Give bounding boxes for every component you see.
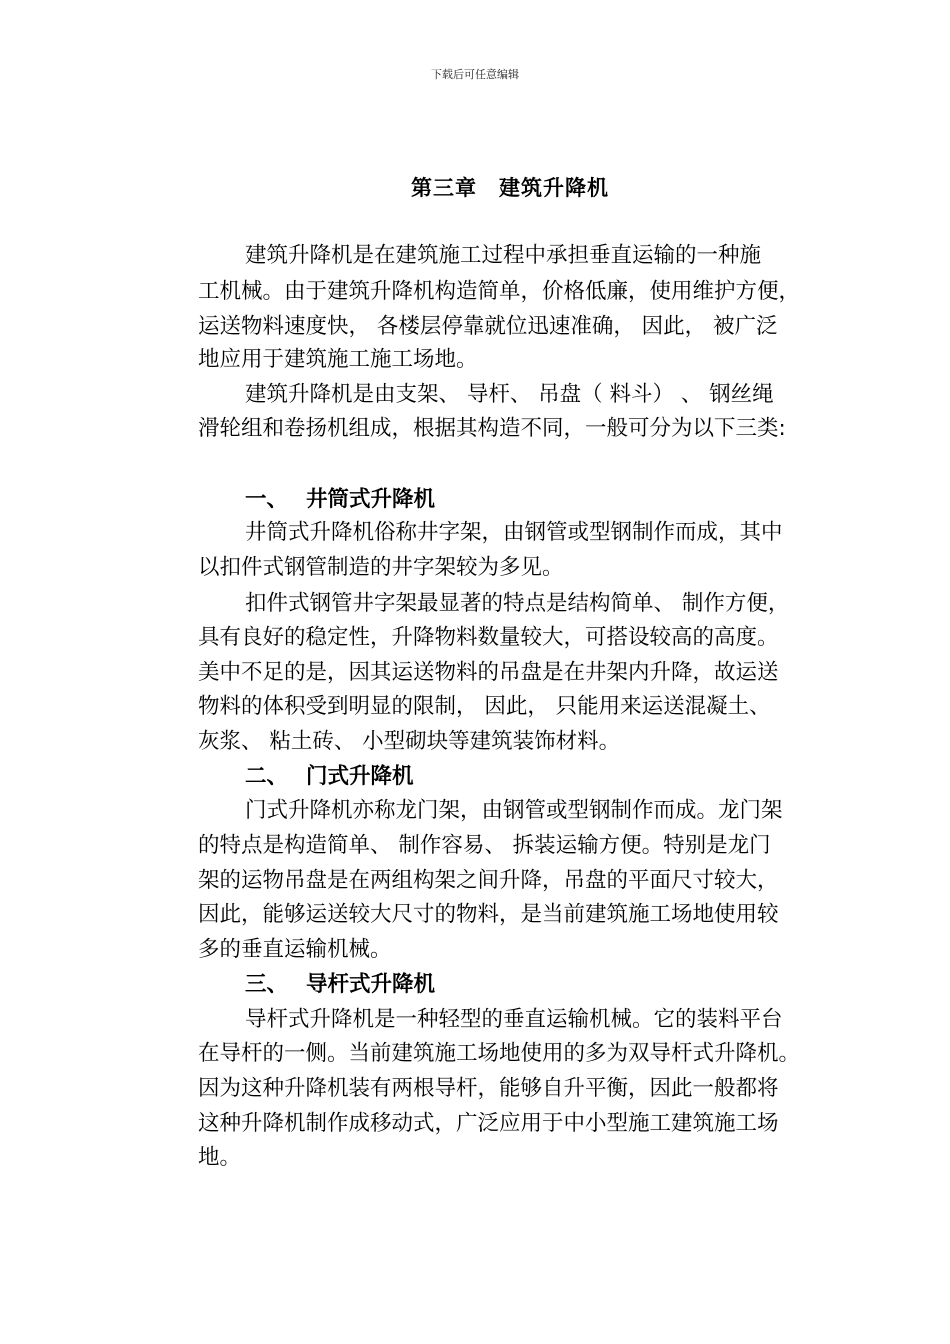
chapter-title	[0, 172, 950, 202]
paragraph-line: 运送物料速度快， 各楼层停靠就位迅速准确， 因此， 被广泛	[198, 314, 778, 339]
paragraph-line: 地。	[198, 1145, 242, 1170]
paragraph-line: 因为这种升降机装有两根导杆，能够自升平衡，因此一般都将	[198, 1076, 779, 1101]
section-heading-2	[245, 762, 885, 792]
paragraph-line: 具有良好的稳定性，升降物料数量较大，可搭设较高的高度。	[198, 625, 779, 650]
section-title: 门式升降机	[306, 764, 414, 789]
section-number: 一、	[245, 487, 289, 512]
paragraph-line: 滑轮组和卷扬机组成，根据其构造不同，一般可分为以下三类:	[198, 416, 786, 441]
paragraph-line: 的特点是构造简单、 制作容易、 拆装运输方便。特别是龙门	[198, 833, 771, 858]
paragraph-line: 灰浆、 粘土砖、 小型砌块等建筑装饰材料。	[198, 729, 621, 754]
section-heading-3	[245, 970, 885, 1000]
section-number: 二、	[245, 764, 289, 789]
paragraph-line: 在导杆的一侧。当前建筑施工场地使用的多为双导杆式升降机。	[198, 1041, 801, 1066]
page-header-note: 下载后可任意编辑	[431, 68, 519, 81]
paragraph-line: 井筒式升降机俗称井字架，由钢管或型钢制作而成，其中	[245, 520, 783, 545]
paragraph-line: 建筑升降机是在建筑施工过程中承担垂直运输的一种施	[245, 243, 762, 268]
section-heading-1	[245, 485, 885, 515]
paragraph-line: 扣件式钢管井字架最显著的特点是结构简单、 制作方便，	[245, 591, 790, 616]
section-title: 井筒式升降机	[306, 487, 436, 512]
paragraph-line: 以扣件式钢管制造的井字架较为多见。	[198, 555, 564, 580]
section-number: 三、	[245, 972, 289, 997]
paragraph-line: 建筑升降机是由支架、 导杆、 吊盘（ 料斗） 、 钢丝绳	[245, 382, 774, 407]
paragraph-line: 因此，能够运送较大尺寸的物料，是当前建筑施工场地使用较	[198, 902, 779, 927]
paragraph-line: 多的垂直运输机械。	[198, 937, 392, 962]
paragraph-line: 导杆式升降机是一种轻型的垂直运输机械。它的装料平台	[245, 1007, 783, 1032]
paragraph-line: 门式升降机亦称龙门架，由钢管或型钢制作而成。龙门架	[245, 798, 783, 823]
paragraph-line: 架的运物吊盘是在两组构架之间升降，吊盘的平面尺寸较大，	[198, 868, 779, 893]
paragraph-line: 物料的体积受到明显的限制， 因此， 只能用来运送混凝土、	[198, 694, 771, 719]
paragraph-line: 这种升降机制作成移动式，广泛应用于中小型施工建筑施工场	[198, 1111, 779, 1136]
chapter-number: 第三章	[411, 176, 477, 200]
paragraph-line: 工机械。由于建筑升降机构造简单，价格低廉，使用维护方便，	[198, 279, 801, 304]
chapter-name: 建筑升降机	[499, 176, 609, 200]
paragraph-line: 美中不足的是，因其运送物料的吊盘是在井架内升降，故运送	[198, 660, 779, 685]
section-title: 导杆式升降机	[306, 972, 436, 997]
paragraph-line: 地应用于建筑施工施工场地。	[198, 347, 478, 372]
